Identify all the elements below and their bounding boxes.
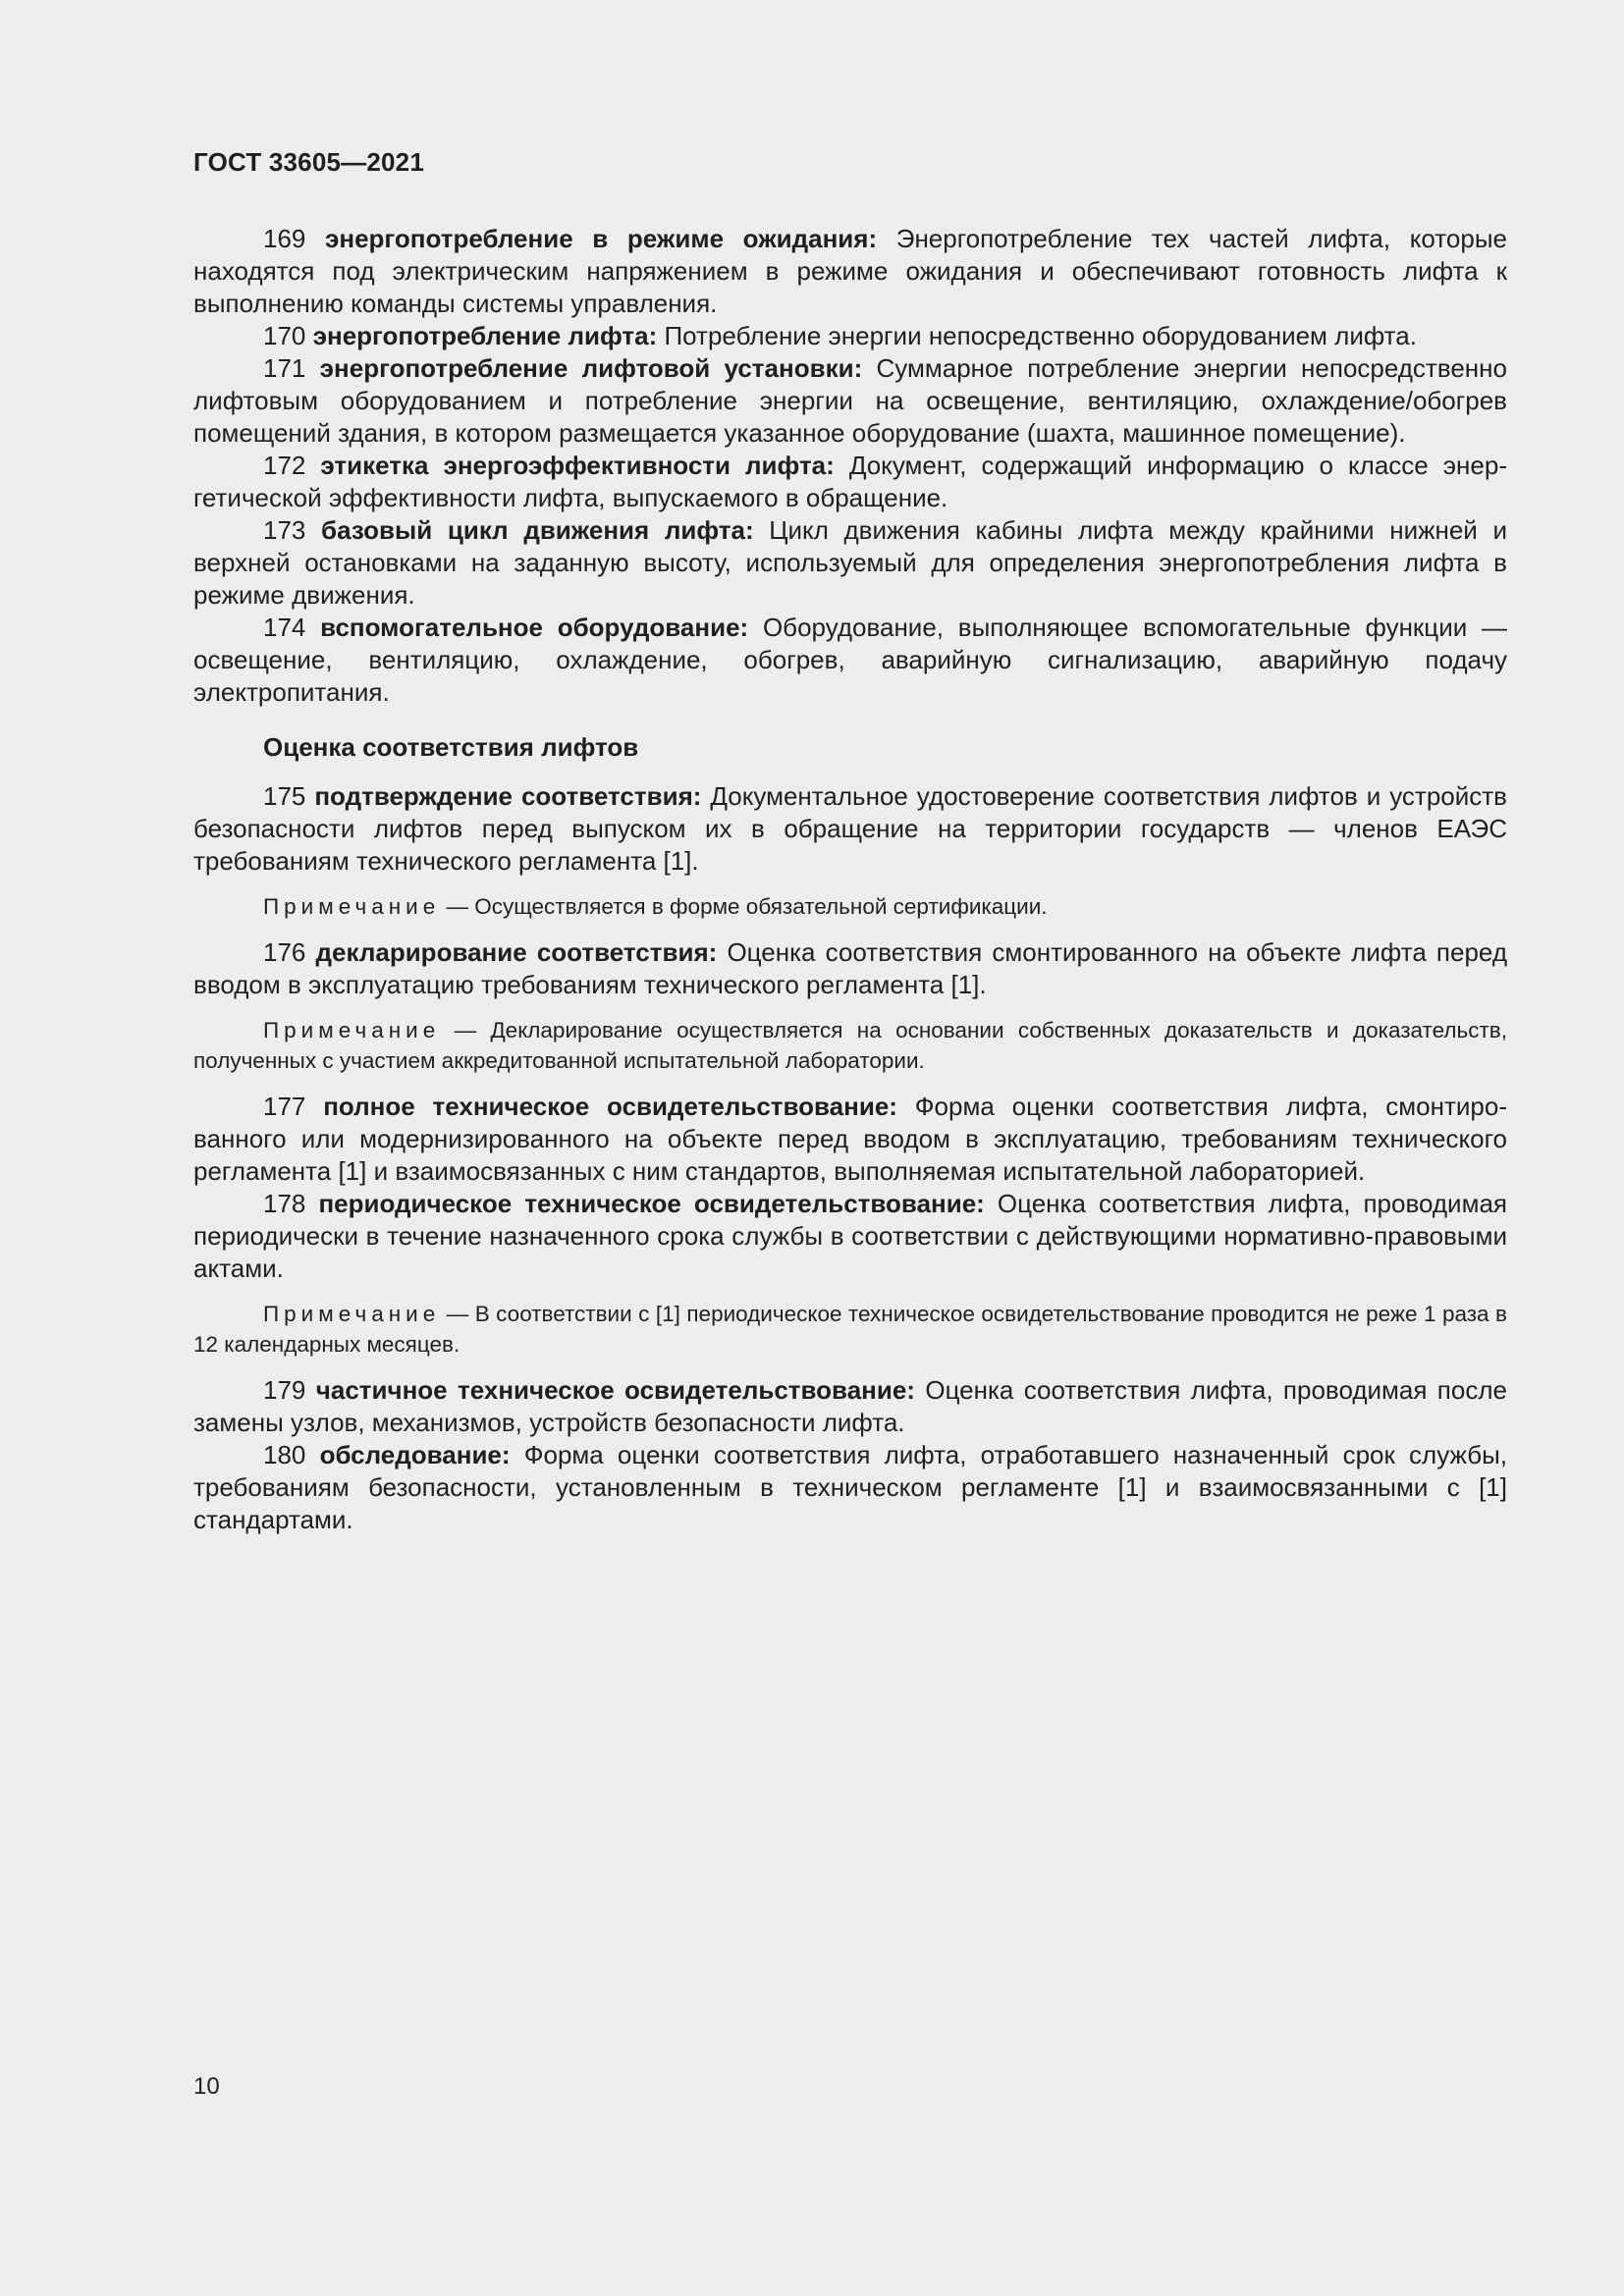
term-entry-173 xyxy=(193,514,1507,612)
term-title: энергопотребление в режиме ожидания: xyxy=(325,224,878,253)
term-title: вспомогательное оборудование: xyxy=(320,613,749,642)
term-entry-172 xyxy=(193,450,1507,514)
term-definition: Оценка соответствия лифта, проводимая после замены узлов, механизмов, устройств безопасности лифта. xyxy=(193,1375,1507,1437)
page-number: 10 xyxy=(193,2073,220,2100)
term-entry-174 xyxy=(193,612,1507,709)
term-definition: Форма оценки соответствия лифта, отработавшего назначенный срок службы, требованиям безопасности, установленным в техническом регламенте [1] и взаимосвязанными с [1] стандартами. xyxy=(193,1440,1508,1534)
term-definition: Документальное удостоверение соответствия лифтов и устройств безопасности лифтов перед выпуском их в обращение на территории государств — членов ЕАЭС требованиям технического регламента [1]. xyxy=(193,781,1507,876)
note-label: Примечание xyxy=(263,1018,441,1042)
term-definition: Цикл движения кабины лифта между крайними нижней и верхней остановками на заданную высоту, используемый для определения энергопотребления лифта в режиме движения. xyxy=(193,515,1507,610)
note-label: Примечание xyxy=(263,1302,441,1326)
term-title: полное техническое освидетельствование: xyxy=(323,1092,897,1121)
term-entry-179 xyxy=(193,1374,1507,1439)
term-title: базовый цикл движения лифта: xyxy=(321,515,754,545)
term-title: энергопотребление лифта: xyxy=(312,321,658,350)
note-175 xyxy=(193,891,1507,922)
term-number: 170 xyxy=(263,321,306,350)
document-code-header: ГОСТ 33605—2021 xyxy=(193,147,424,177)
term-entry-178 xyxy=(193,1188,1507,1285)
term-definition: Оборудование, выполняющее вспомогательные функции — освещение, вентиляцию, охлаждение, обогрев, аварийную сигнализацию, аварийную подачу электропитания. xyxy=(193,613,1507,707)
term-entry-171 xyxy=(193,352,1507,450)
term-title: периодическое техническое освидетельствование: xyxy=(318,1189,985,1218)
note-178 xyxy=(193,1299,1507,1360)
term-number: 174 xyxy=(263,613,306,642)
term-definition: Документ, содержащий информацию о классе энергетической эффективности лифта, выпускаемого в обращение. xyxy=(193,451,1507,512)
term-number: 172 xyxy=(263,451,306,480)
term-number: 176 xyxy=(263,937,306,967)
term-definition: Энергопотребление тех частей лифта, которые находятся под электрическим напряжением в режиме ожидания и обеспечивают готовность лифта к выполнению команды системы управления. xyxy=(193,224,1507,318)
term-title: этикетка энергоэффективности лифта: xyxy=(320,451,835,480)
note-text: — Осуществляется в форме обязательной сертификации. xyxy=(446,894,1048,919)
term-number: 173 xyxy=(263,515,306,545)
note-176 xyxy=(193,1015,1507,1076)
term-entry-169 xyxy=(193,223,1507,320)
term-title: подтверждение соответствия: xyxy=(314,781,702,811)
term-definition: Потребление энергии непосредственно оборудованием лифта. xyxy=(664,321,1417,350)
term-title: частичное техническое освидетельствование: xyxy=(315,1375,915,1405)
term-number: 177 xyxy=(263,1092,306,1121)
note-text: — Декларирование осуществляется на основании собственных доказательств и доказательств, полученных с участием аккредитованной испытательной лаборатории. xyxy=(193,1018,1507,1073)
term-number: 180 xyxy=(263,1440,306,1469)
term-definition: Форма оценки соответствия лифта, смонтированного или модернизированного на объекте перед вводом в эксплуатацию, требованиям технического регламента [1] и взаимосвязанных с ним стандартов, выполняемая испытательной лабораторией. xyxy=(193,1092,1507,1186)
term-title: декларирование соответствия: xyxy=(315,937,718,967)
term-entry-180 xyxy=(193,1439,1507,1536)
term-number: 171 xyxy=(263,353,306,383)
section-heading: Оценка соответствия лифтов xyxy=(263,732,639,762)
term-definition: Оценка соответствия смонтированного на объекте лифта перед вводом в эксплуатацию требованиям технического регламента [1]. xyxy=(193,937,1507,999)
term-number: 169 xyxy=(263,224,306,253)
term-definition: Суммарное потребление энергии непосредственно лифтовым оборудованием и потребление энергии на освещение, вентиляцию, охлаждение/обогрев помещений здания, в котором размещается указанное оборудование (шахта, машинное помещение). xyxy=(193,353,1507,448)
term-number: 178 xyxy=(263,1189,306,1218)
note-text: — В соответствии с [1] периодическое техническое освидетельствование проводится не реже 1 раза в 12 календарных месяцев. xyxy=(193,1302,1507,1357)
term-number: 179 xyxy=(263,1375,306,1405)
document-body xyxy=(193,223,1507,1536)
term-entry-175 xyxy=(193,780,1507,878)
term-title: обследование: xyxy=(319,1440,511,1469)
term-number: 175 xyxy=(263,781,306,811)
term-entry-170 xyxy=(193,320,1507,352)
note-label: Примечание xyxy=(263,894,441,919)
term-entry-176 xyxy=(193,936,1507,1001)
term-entry-177 xyxy=(193,1091,1507,1188)
term-title: энергопотребление лифтовой установки: xyxy=(319,353,863,383)
term-definition: Оценка соответствия лифта, проводимая периодически в течение назначенного срока службы в соответствии с действующими нормативно-правовыми актами. xyxy=(193,1189,1507,1283)
